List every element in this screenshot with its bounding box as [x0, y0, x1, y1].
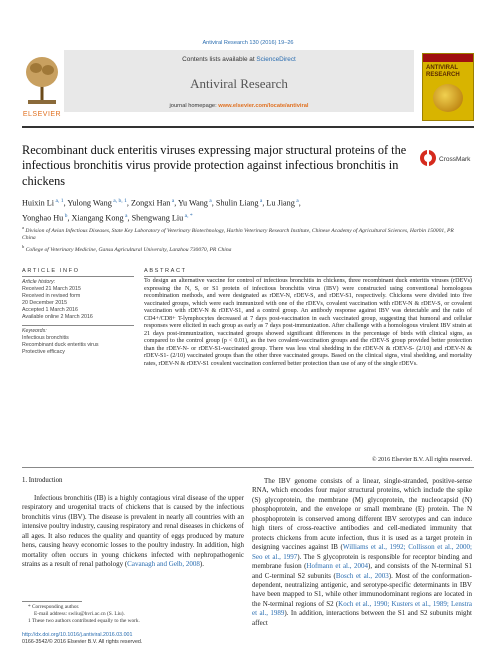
issn-line: 0166-3542/© 2016 Elsevier B.V. All rights reserved.: [22, 638, 143, 645]
author-affiliation-marker[interactable]: a: [170, 198, 175, 204]
introduction-heading: 1. Introduction: [22, 477, 63, 484]
footnotes: [28, 604, 244, 624]
section-rule: [22, 467, 474, 468]
intro-column-2: [252, 477, 472, 628]
article-footer: [22, 632, 244, 646]
affiliation-text: College of Veterinary Medicine, Gansu Agricultural University, Lanzhou 730070, PR China: [25, 246, 232, 253]
contents-prefix: Contents lists available at: [182, 56, 257, 63]
keywords: [22, 328, 134, 356]
citation-link[interactable]: Williams et al., 1992; Collisson et al., 2000; Seo et al., 1997: [252, 543, 472, 561]
citation-link[interactable]: Hofmann et al., 2004: [306, 562, 369, 571]
abstract-heading: ABSTRACT: [144, 268, 187, 274]
author-name[interactable]: Zongxi Han: [130, 198, 171, 208]
author-name[interactable]: Lu Jiang: [266, 198, 295, 208]
intro-paragraph: ). Most of the conformation-dependent, neutralizing antigenic, and serotype-specific determinants in IBV have been mapped to S1, while other immunodominant regions are located in the N-terminal regions of S2 (: [252, 571, 472, 608]
intro-column-1: [22, 494, 244, 570]
author-affiliation-marker[interactable]: a: [258, 198, 263, 204]
author-affiliation-marker[interactable]: a: [123, 213, 128, 220]
keywords-label: Keywords:: [22, 328, 47, 334]
abstract-rule: [144, 276, 472, 277]
author-affiliation-marker[interactable]: b: [63, 213, 68, 220]
author-name[interactable]: Shulin Liang: [215, 198, 259, 208]
cover-top-bar: [423, 54, 473, 62]
history-item: Accepted 1 March 2016: [22, 307, 78, 313]
contents-line: [64, 56, 414, 63]
author-name[interactable]: Yulong Wang: [67, 198, 112, 208]
intro-paragraph-end: ).: [199, 560, 204, 569]
author-affiliation-marker[interactable]: a: [207, 198, 212, 204]
author-affiliation-marker[interactable]: a, 1: [54, 198, 64, 204]
history-item: Received in revised form: [22, 293, 81, 299]
history-item: Available online 2 March 2016: [22, 314, 93, 320]
abstract-copyright: © 2016 Elsevier B.V. All rights reserved.: [371, 457, 472, 463]
intro-paragraph: ). In addition, interactions between the S1 and S2 subunits might affect: [252, 609, 472, 627]
footnote-corresponding: * Corresponding author.: [28, 604, 80, 610]
author-list: [22, 195, 452, 225]
author-name[interactable]: Xiangang Kong: [71, 213, 124, 223]
homepage-prefix: journal homepage:: [169, 103, 219, 109]
article-history: [22, 279, 134, 321]
author-name[interactable]: Shengwang Liu: [131, 213, 184, 223]
cover-virus-image: [433, 84, 463, 112]
author-name[interactable]: Yu Wang: [178, 198, 208, 208]
footnote-equal: 1 These two authors contributed equally to the work.: [28, 617, 140, 624]
article-info-rule: [22, 276, 134, 277]
author-affiliation-marker[interactable]: a: [294, 198, 299, 204]
citation-link[interactable]: Koch et al., 1990; Kusters et al., 1989; Lenstra et al., 1989: [252, 599, 472, 618]
affiliation-marker: a: [22, 225, 24, 230]
intro-paragraph: The IBV genome consists of a linear, single-stranded, positive-sense RNA, which encodes four major structural proteins, which include the spike (S) glycoprotein, the membrane (M) glycoprotein, the nucleocapsid (N) phosphoprotein, and the envelope or small membrane (E) protein. The N phosphoprotein is conserved among different IBV serotypes and can induce high titers of cross-reactive antibodies and cell-mediated immunity that protects chickens from acute infection, thus it is used as a target protein in designing vaccines against IB (: [252, 477, 472, 552]
keyword: Protective efficacy: [22, 349, 65, 355]
affiliations: [22, 224, 462, 254]
affiliation-text: Division of Avian Infectious Diseases, State Key Laboratory of Veterinary Biotechnology, Harbin Veterinary Research Institute, Chinese Academy of Agricultural Sciences, Harbin 150001, PR China: [22, 227, 454, 242]
affiliation-a: [22, 224, 462, 243]
affiliation-b: [22, 243, 462, 254]
intro-paragraph: ), and consists of the N-terminal S1 and C-terminal S2 subunits (: [252, 562, 473, 580]
crossmark-label: CrossMark: [439, 156, 471, 163]
author-affiliation-marker[interactable]: a, b, 1: [111, 198, 127, 204]
elsevier-wordmark: ELSEVIER: [22, 111, 62, 118]
article-title: Recombinant duck enteritis viruses expressing major structural proteins of the infectious bronchitis virus provide protection against infectious bronchitis in chickens: [22, 143, 407, 188]
history-item: 20 December 2015: [22, 300, 68, 306]
author-affiliation-marker[interactable]: a, *: [183, 213, 193, 220]
author-name[interactable]: Huixin Li: [22, 198, 55, 208]
history-item: Received 21 March 2015: [22, 286, 81, 292]
intro-paragraph: Infectious bronchitis (IB) is a highly contagious viral disease of the upper respiratory and urogenital tracts of chickens that is caused by the infectious bronchitis virus (IBV). The disease is prevalent in nearly all countries with an intensive poultry industry, causing respiratory and renal diseases in chickens of all ages. It also reduces the quality and quantity of eggs produced by mature hens, causing heavy economic losses to the poultry industry. In addition, high mortality often occurs in young chickens infected with nephropathogenic strains as a result of renal pathology (: [22, 494, 244, 569]
abstract-text: To design an alternative vaccine for control of infectious bronchitis in chickens, three recombinant duck enteritis viruses (rDEVs) expressing the N, S, or S1 protein of infectious bronchitis virus (IBV) were constructed using conventional homologous recombination methods, and were designated as rDEV-N, rDEV-S, and rDEV-S1, respectively. Chickens were divided into five vaccinated groups, which were each immunized with one of the rDEVs, covalent vaccination with rDEV-N & rDEV-S, or covalent vaccination with rDEV-N & rDEV-S1, and a control group. An antibody response against IBV was detectable and the ratio of CD4+/CD8+ T-lymphocytes decreased at 7 days post-vaccination in each vaccinated group, suggesting that humoral and cellular responses were elicited in each group as early as 7 days post-immunization. After challenge with a homologous virulent IBV strain at 21 days post-immunization, vaccinated groups showed significant differences in the percentage of birds with clinical signs, as compared to the control group (p < 0.01), as the two covalent-vaccination groups and the rDEV-S group provided better protection than the rDEV-N- or rDEV-S1-vaccinated group. There was less viral shedding in the rDEV-N & rDEV-S- (2/10) and rDEV-N & rDEV-S1- (2/10) vaccinated groups than the other three vaccinated groups. Based on the clinical signs, viral shedding, and mortality rates, rDEV-N & rDEV-S1 covalent vaccination conferred better protection than use of any of the single rDEVs.: [144, 278, 472, 368]
citation-link[interactable]: Bosch et al., 2003: [335, 571, 389, 580]
journal-title: Antiviral Research: [190, 76, 288, 91]
journal-reference[interactable]: Antiviral Research 130 (2016) 19–26: [202, 40, 294, 46]
header-rule: [22, 126, 474, 128]
keywords-rule: [22, 325, 134, 326]
history-label: Article history:: [22, 279, 56, 285]
author-line-2: Yonghao Hu $^b$, Xiangang Kong $^a$, Shengwang Liu $^{a, *}$: [22, 213, 193, 223]
keyword: Recombinant duck enteritis virus: [22, 342, 99, 348]
elsevier-tree-logo: [22, 50, 62, 108]
author-line-1: Huixin Li $^{a, 1}$, Yulong Wang $^{a, b, 1}$, Zongxi Han $^a$, Yu Wang $^a$, Shulin Liang $^a$, Lu Jiang $^a$,: [22, 198, 301, 208]
crossmark-badge[interactable]: [418, 148, 472, 168]
citation-link[interactable]: Cavanagh and Gelb, 2008: [127, 560, 200, 569]
affiliation-marker: b: [22, 243, 25, 249]
cover-title: ANTIVIRAL RESEARCH: [426, 65, 460, 78]
journal-homepage: [64, 103, 414, 109]
doi-link[interactable]: http://dx.doi.org/10.1016/j.antiviral.2016.03.001: [22, 632, 133, 638]
homepage-link[interactable]: www.elsevier.com/locate/antiviral: [218, 103, 309, 109]
keyword: Infectious bronchitis: [22, 335, 69, 341]
author-name[interactable]: Yonghao Hu: [22, 213, 64, 223]
article-info-heading: ARTICLE INFO: [22, 268, 80, 274]
footnote-rule: [22, 601, 82, 602]
footnote-email[interactable]: E-mail address: swliu@hvri.ac.cn (S. Liu).: [34, 610, 125, 617]
sciencedirect-link[interactable]: ScienceDirect: [256, 56, 296, 63]
journal-cover-image[interactable]: [422, 53, 474, 121]
intro-paragraph: ). The S glycoprotein is responsible for receptor binding and membrane fusion (: [252, 552, 472, 571]
